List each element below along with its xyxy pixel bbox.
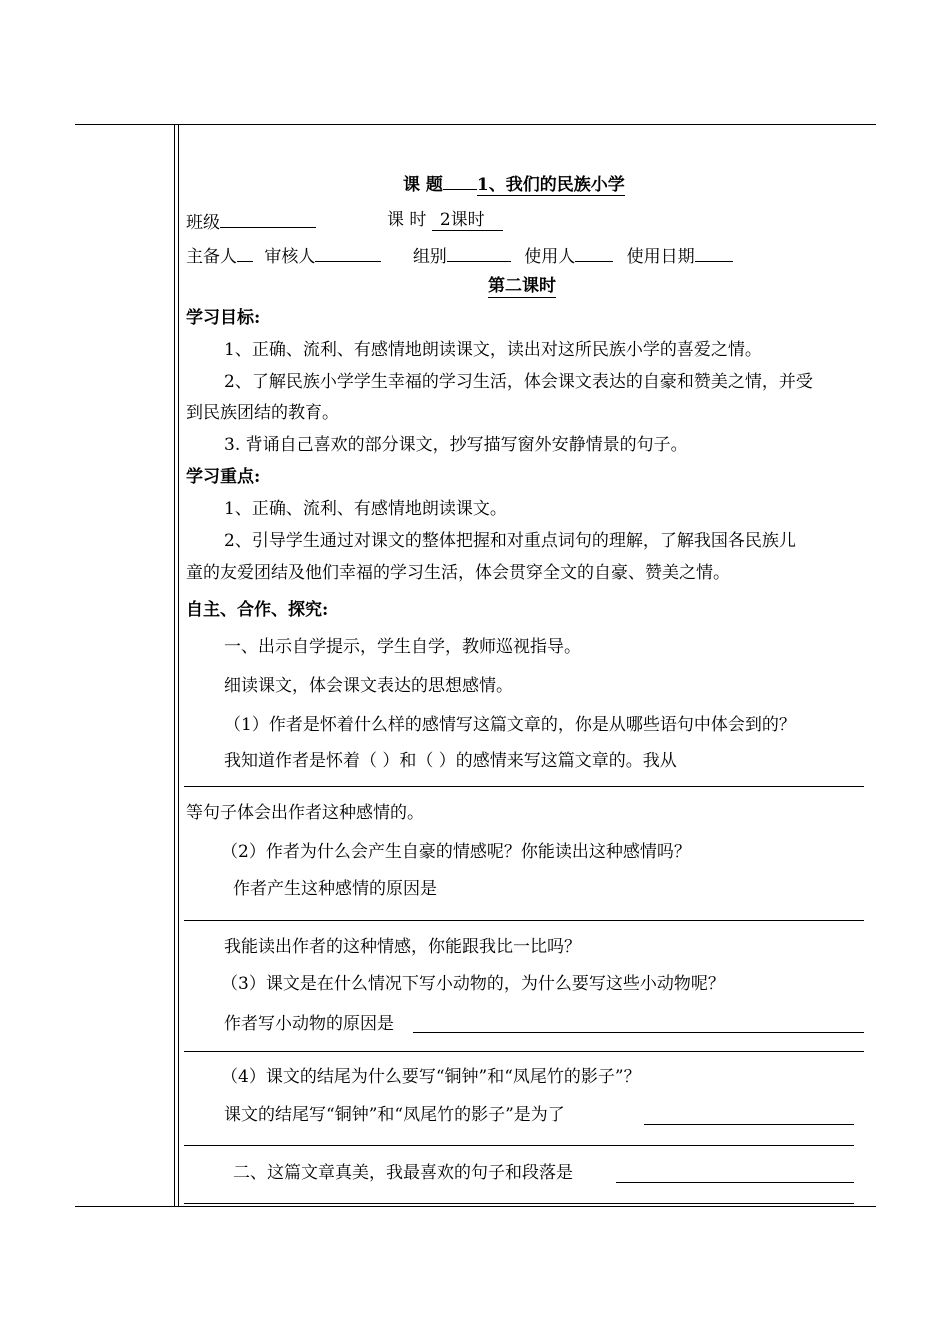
objectives-heading: 学习目标: <box>186 308 261 328</box>
focus-heading: 学习重点: <box>186 467 261 487</box>
focus-item: 1、正确、流利、有感情地朗读课文。 <box>224 499 507 519</box>
answer-prompt-2: 作者产生这种感情的原因是 <box>233 879 437 899</box>
question-3: （3）课文是在什么情况下写小动物的，为什么要写这些小动物呢？ <box>221 974 725 994</box>
objective-item: 2、了解民族小学学生幸福的学习生活，体会课文表达的自豪和赞美之情，并受 <box>224 372 813 392</box>
table-top-border <box>75 124 876 125</box>
answer-underline <box>184 1203 854 1204</box>
session-title: 第二课时 <box>488 276 556 296</box>
column-divider-left <box>174 124 175 1207</box>
question-4: （4）课文的结尾为什么要写“铜钟”和“凤尾竹的影子”？ <box>221 1067 641 1087</box>
objective-item: 1、正确、流利、有感情地朗读课文，读出对这所民族小学的喜爱之情。 <box>224 340 762 360</box>
answer-prompt-4: 课文的结尾写“铜钟”和“凤尾竹的影子”是为了 <box>224 1105 565 1125</box>
answer-underline <box>184 1145 854 1146</box>
explore-heading: 自主、合作、探究: <box>186 600 329 620</box>
class-field: 班级 <box>186 209 316 234</box>
answer-underline <box>413 1032 864 1033</box>
focus-item: 童的友爱团结及他们幸福的学习生活，体会贯穿全文的自豪、赞美之情。 <box>186 563 730 583</box>
question-2: （2）作者为什么会产生自豪的情感呢？你能读出这种感情吗？ <box>221 842 691 862</box>
objective-item: 3. 背诵自己喜欢的部分课文，抄写描写窗外安静情景的句子。 <box>224 435 688 455</box>
answer-underline <box>616 1182 854 1183</box>
question-1: （1）作者是怀着什么样的感情写这篇文章的，你是从哪些语句中体会到的？ <box>224 715 796 735</box>
answer-prompt-3: 作者写小动物的原因是 <box>224 1014 394 1034</box>
favorite-sentence-prompt: 二、这篇文章真美，我最喜欢的句子和段落是 <box>233 1163 573 1183</box>
period-field: 课 时 2课时 <box>387 209 503 231</box>
answer-underline <box>184 786 864 787</box>
explore-line: 一、出示自学提示，学生自学，教师巡视指导。 <box>224 637 581 657</box>
answer-line-1: 我知道作者是怀着（ ）和（ ）的感情来写这篇文章的。我从 <box>224 751 677 771</box>
answer-underline <box>184 1051 864 1052</box>
staff-row: 主备人 审核人 组别 使用人 使用日期 <box>186 243 733 268</box>
objective-item: 到民族团结的教育。 <box>186 403 339 423</box>
answer-underline <box>644 1124 854 1125</box>
explore-line: 等句子体会出作者这种感情的。 <box>186 803 424 823</box>
column-divider-right <box>178 124 179 1207</box>
answer-underline <box>184 920 864 921</box>
explore-line: 我能读出作者的这种情感，你能跟我比一比吗？ <box>224 937 581 957</box>
lesson-title: 课 题 1、我们的民族小学 <box>403 171 625 196</box>
table-bottom-border <box>75 1206 876 1207</box>
explore-line: 细读课文，体会课文表达的思想感情。 <box>224 676 513 696</box>
focus-item: 2、引导学生通过对课文的整体把握和对重点词句的理解，了解我国各民族儿 <box>224 531 796 551</box>
